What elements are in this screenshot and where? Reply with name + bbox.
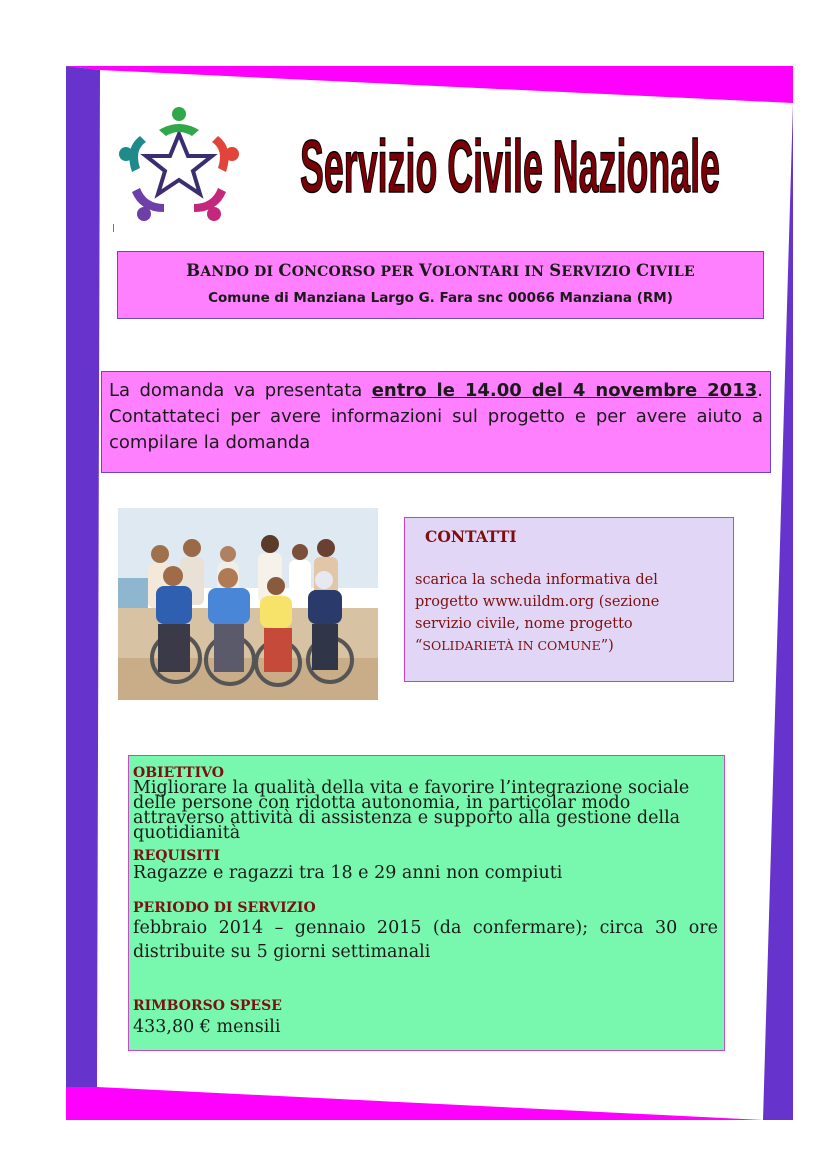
right-purple-band — [763, 103, 793, 1120]
project-info-box — [128, 755, 725, 1051]
title-text: Servizio Civile Nazionale — [300, 125, 720, 208]
period-text: febbraio 2014 – gennaio 2015 (da confermare); circa 30 ore distribuite su 5 giorni settimanali — [133, 918, 718, 962]
announcement-title: BANDO DI CONCORSO PER VOLONTARI IN SERVIZIO CIVILE — [186, 261, 695, 280]
contacts-title: CONTATTI — [425, 527, 517, 546]
period-label: PERIODO DI SERVIZIO — [133, 900, 316, 916]
requirements-label: REQUISITI — [133, 848, 220, 864]
volunteers-group-photo-icon — [118, 508, 378, 700]
contacts-body: scarica la scheda informativa del progetto www.uildm.org (sezione servizio civile, nome progetto “SOLIDARIETÀ IN COMUNE”) — [415, 572, 660, 654]
refund-section — [133, 998, 718, 1040]
divider-mark — [113, 224, 114, 232]
refund-text: 433,80 € mensili — [133, 1017, 281, 1037]
page-title — [300, 112, 730, 208]
top-magenta-band — [66, 66, 793, 103]
period-section — [133, 900, 718, 964]
objective-text: Migliorare la qualità della vita e favorire l’integrazione sociale delle persone con ridotta autonomia, in particolar modo attraverso attività di assistenza e supporto alla gestione della quotidianità — [133, 778, 690, 843]
contacts-box — [404, 517, 734, 682]
announcement-header-box — [117, 251, 764, 319]
project-name: SOLIDARIETÀ IN COMUNE — [422, 638, 601, 653]
requirements-section — [133, 848, 721, 883]
deadline-notice-box: La domanda va presentata entro le 14.00 del 4 novembre 2013. Contattateci per avere informazioni sul progetto e per avere aiuto a compilare la domanda — [101, 371, 771, 473]
municipality-address: Comune di Manziana Largo G. Fara snc 00066 Manziana (RM) — [208, 290, 673, 306]
deadline-date: entro le 14.00 del 4 novembre 2013 — [371, 380, 758, 401]
bottom-magenta-band — [66, 1087, 763, 1120]
left-purple-band — [66, 66, 100, 1087]
objective-label: OBIETTIVO — [133, 765, 224, 781]
five-people-star-logo-icon — [114, 104, 244, 226]
objective-section — [133, 765, 721, 841]
refund-label: RIMBORSO SPESE — [133, 998, 282, 1014]
requirements-text: Ragazze e ragazzi tra 18 e 29 anni non compiuti — [133, 863, 563, 883]
